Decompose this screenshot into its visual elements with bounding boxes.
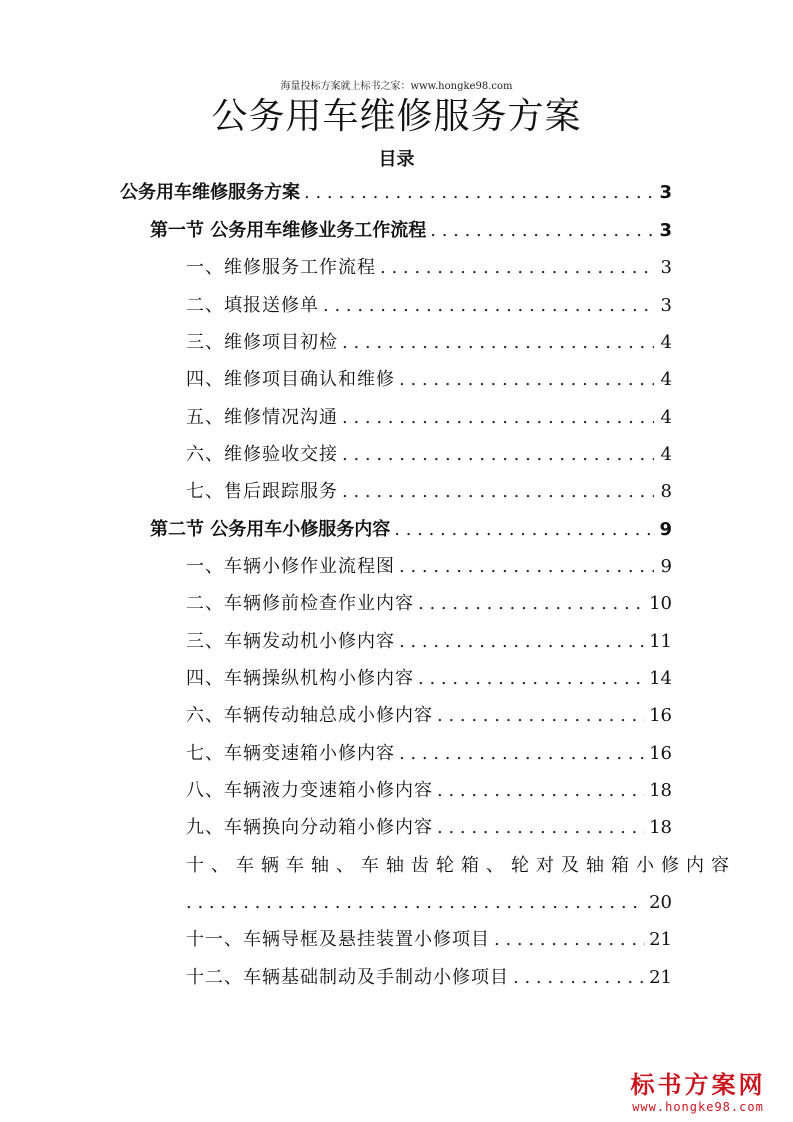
toc-leader-dots [304, 178, 654, 208]
toc-entry-page: 4 [660, 444, 672, 465]
toc-entry-page: 4 [660, 369, 672, 390]
toc-entry-page: 11 [649, 631, 672, 652]
header-note: 海量投标方案就上标书之家：www.hongke98.com [280, 81, 513, 92]
toc-entry-label: 五、维修情况沟通 [186, 407, 338, 428]
toc-entry-page: 8 [660, 481, 672, 502]
toc-leader-dots [342, 440, 654, 470]
toc-leader-dots [418, 664, 645, 694]
toc-entry-label[interactable]: 十、车辆车轴、车轴齿轮箱、轮对及轴箱小修内容 [186, 855, 736, 876]
toc-entry-page: 20 [649, 892, 672, 913]
toc-entry[interactable] [150, 515, 672, 545]
toc-entry[interactable] [186, 589, 672, 619]
toc-entry-label: 六、维修验收交接 [186, 444, 338, 465]
toc-entry-page: 18 [649, 817, 672, 838]
toc-entry-page: 21 [649, 967, 672, 988]
toc-entry[interactable] [186, 328, 672, 358]
toc-leader-dots [418, 589, 645, 619]
toc-entry-page: 3 [659, 220, 672, 241]
toc-entry-page: 9 [659, 519, 672, 540]
toc-leader-dots [437, 776, 645, 806]
logo-url: www.hongke98.com [632, 1100, 764, 1114]
toc-entry-label: 一、维修服务工作流程 [186, 257, 376, 278]
document-title: 公务用车维修服务方案 [211, 96, 582, 137]
toc-entry-page: 9 [660, 556, 672, 577]
toc-entry-label: 七、售后跟踪服务 [186, 481, 338, 502]
toc-entry-label: 第二节 公务用车小修服务内容 [150, 519, 391, 540]
toc-leader-dots [342, 328, 654, 358]
toc-entry-page: 16 [649, 705, 672, 726]
brand-logo [618, 1070, 778, 1114]
toc-entry-page: 3 [660, 257, 672, 278]
toc-entry-page: 10 [649, 593, 672, 614]
toc-heading: 目录 [378, 149, 415, 170]
toc-leader-dots [323, 291, 654, 321]
toc-entry-page: 3 [660, 295, 672, 316]
toc-entry-label: 十一、车辆导框及悬挂装置小修项目 [186, 929, 490, 950]
toc-entry-label: 七、车辆变速箱小修内容 [186, 743, 395, 764]
toc-leader-dots [399, 627, 645, 657]
toc-leader-dots [399, 365, 654, 395]
toc-entry-label: 九、车辆换向分动箱小修内容 [186, 817, 433, 838]
toc-entry-label: 四、车辆操纵机构小修内容 [186, 668, 414, 689]
toc-entry-label: 一、车辆小修作业流程图 [186, 556, 395, 577]
logo-name: 标书方案网 [630, 1071, 766, 1099]
toc-entry-page: 21 [649, 929, 672, 950]
toc-entry[interactable] [186, 963, 672, 993]
toc-leader-dots [437, 813, 645, 843]
toc-entry-label: 三、车辆发动机小修内容 [186, 631, 395, 652]
toc-leader-dots [380, 253, 654, 283]
toc-leader-dots [437, 701, 645, 731]
toc-entry[interactable] [186, 291, 672, 321]
toc-entry[interactable] [120, 178, 672, 208]
toc-entry-page: 4 [660, 407, 672, 428]
toc-entry[interactable] [186, 440, 672, 470]
toc-leader-dots [513, 963, 645, 993]
toc-entry-label: 公务用车维修服务方案 [120, 182, 300, 203]
toc-entry-label: 二、车辆修前检查作业内容 [186, 593, 414, 614]
toc-entry-label: 四、维修项目确认和维修 [186, 369, 395, 390]
toc-entry-label: 八、车辆液力变速箱小修内容 [186, 780, 433, 801]
toc-entry-label: 二、填报送修单 [186, 295, 319, 316]
toc-entry[interactable] [150, 216, 672, 246]
toc-entry[interactable] [186, 739, 672, 769]
toc-entry[interactable] [186, 552, 672, 582]
toc-entry-page: 3 [659, 182, 672, 203]
toc-entry-label: 十二、车辆基础制动及手制动小修项目 [186, 967, 509, 988]
toc-leader-dots [394, 515, 654, 545]
toc-entry[interactable] [186, 776, 672, 806]
toc-leader-dots [430, 216, 654, 246]
toc-entry[interactable] [186, 664, 672, 694]
toc-entry-continuation[interactable] [186, 888, 672, 918]
toc-entry[interactable] [186, 403, 672, 433]
toc-entry[interactable] [186, 925, 672, 955]
toc-entry-label: 六、车辆传动轴总成小修内容 [186, 705, 433, 726]
toc-leader-dots [186, 888, 645, 918]
toc-entry-label: 第一节 公务用车维修业务工作流程 [150, 220, 427, 241]
toc-entry[interactable] [186, 701, 672, 731]
toc-leader-dots [494, 925, 645, 955]
toc-entry-page: 4 [660, 332, 672, 353]
toc-entry-page: 18 [649, 780, 672, 801]
toc-leader-dots [399, 552, 654, 582]
toc-entry[interactable] [186, 813, 672, 843]
toc-entry-page: 16 [649, 743, 672, 764]
toc-leader-dots [342, 403, 654, 433]
toc-entry[interactable] [186, 253, 672, 283]
toc-leader-dots [342, 477, 654, 507]
toc-leader-dots [399, 739, 645, 769]
toc-entry-page: 14 [649, 668, 672, 689]
toc-entry[interactable] [186, 627, 672, 657]
toc-entry-label: 三、维修项目初检 [186, 332, 338, 353]
toc-entry[interactable] [186, 365, 672, 395]
toc-entry[interactable] [186, 477, 672, 507]
